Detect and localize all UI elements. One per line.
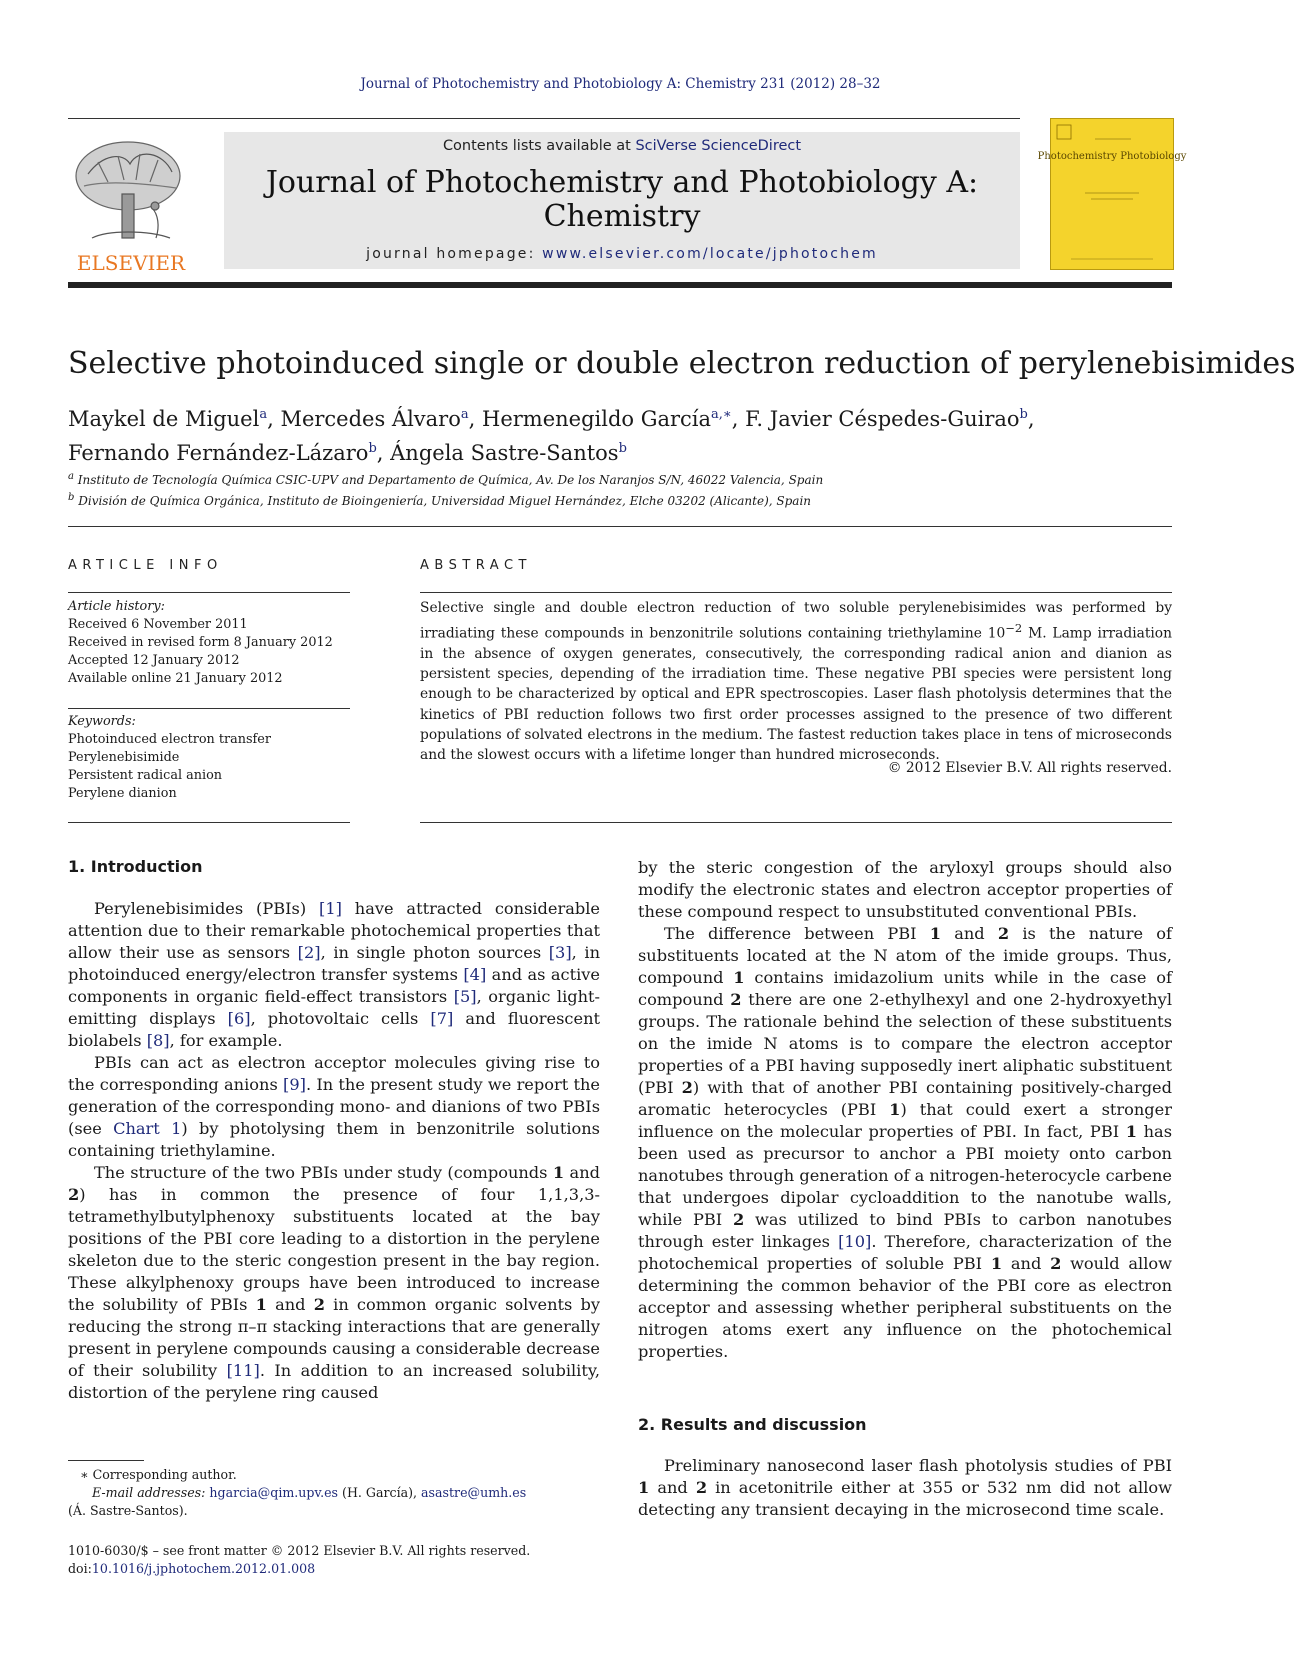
affiliation-rule (68, 526, 1172, 527)
doi-link[interactable]: 10.1016/j.jphotochem.2012.01.008 (91, 1561, 316, 1576)
introduction-heading: 1. Introduction (68, 857, 203, 876)
author[interactable]: Fernando Fernández-Lázaro (68, 441, 369, 465)
history-item: Available online 21 January 2012 (68, 671, 283, 686)
citation-link[interactable]: [10] (838, 1232, 872, 1251)
email-label: E-mail addresses: (92, 1485, 210, 1500)
results-heading: 2. Results and discussion (638, 1415, 867, 1434)
abstract-copyright: © 2012 Elsevier B.V. All rights reserved. (887, 760, 1172, 776)
intro-paragraph-3: The structure of the two PBIs under study (compounds 1 and 2) has in common the presence of four 1,1,3,3-tetramethylbutylphenoxy substituents located at the bay positions of the PBI core leading to a distortion in the perylene skeleton due to the steric congestion present in the bay region. These alkylphenoxy groups have been introduced to increase the solubility of PBIs 1 and 2 in common organic solvents by reducing the strong π–π stacking interactions that are generally present in perylene compounds causing a considerable decrease of their solubility [11]. In addition to an increased solubility, distortion of the perylene ring caused (68, 1163, 600, 1402)
chart-link[interactable]: Chart 1 (113, 1119, 182, 1138)
footnote-rule (68, 1460, 144, 1461)
affiliation-mark[interactable]: a (460, 407, 469, 422)
journal-reference[interactable]: Journal of Photochemistry and Photobiology A: Chemistry 231 (2012) 28–32 (360, 76, 881, 92)
affiliations (68, 468, 1178, 510)
email-owner: (Á. Sastre-Santos). (68, 1503, 188, 1518)
affiliation-b (68, 489, 1178, 510)
affiliation-text: División de Química Orgánica, Instituto de Bioingeniería, Universidad Miguel Hernández, Elche 03202 (Alicante), Spain (78, 494, 812, 508)
article-info-heading: ARTICLE INFO (68, 558, 223, 573)
sciencedirect-link[interactable]: SciVerse ScienceDirect (635, 138, 802, 154)
author[interactable]: F. Javier Céspedes-Guirao (745, 407, 1020, 431)
affiliation-text: Instituto de Tecnología Química CSIC-UPV and Departamento de Química, Av. De los Naranjos S/N, 46022 Valencia, Spain (77, 473, 824, 487)
email-link[interactable]: hgarcia@qim.upv.es (209, 1485, 339, 1500)
author-list: Maykel de Miguel$^a$, Mercedes Álvaro$^a$, Hermenegildo García$^{a,∗}$, F. Javier Céspedes-Guirao$^b$, Fernando Fernández-Lázaro$^b$, Ángela Sastre-Santos$^b$ (68, 407, 1035, 465)
intro-paragraph-4: The difference between PBI 1 and 2 is the nature of substituents located at the N atom of the imide groups. Thus, compound 1 contains imidazolium units while in the case of compound 2 there are one 2-ethylhexyl and one 2-hydroxyethyl groups. The rationale behind the selection of these substituents on the imide N atoms is to compare the electron acceptor properties of a PBI having supposedly inert aliphatic substituent (PBI 2) with that of another PBI containing positively-charged aromatic heterocycles (PBI 1) that could exert a stronger influence on the molecular properties of PBI. In fact, PBI 1 has been used as precursor to anchor a PBI moiety onto carbon nanotubes through generation of a nitrogen-heterocycle carbene that undergoes dipolar cycloaddition to the nanotube walls, while PBI 2 was utilized to bind PBIs to carbon nanotubes through ester linkages [10]. Therefore, characterization of the photochemical properties of soluble PBI 1 and 2 would allow determining the common behavior of the PBI core as electron acceptor and assessing whether peripheral substituents on the nitrogen atoms exert any influence on the photochemical properties. (638, 924, 1173, 1361)
author[interactable]: Hermenegildo García (482, 407, 712, 431)
abstract-part: M. Lamp irradiation in the absence of oxygen generates, consecutively, the corresponding radical anion and dianion as persistent species, depending of the irradiation time. These negative PBI species were persistent long enough to be characterized by optical and EPR spectroscopies. Laser flash photolysis determines that the kinetics of PBI reduction follows two first order processes assigned to the presence of two different populations of solvated electrons in the medium. The fastest reduction takes place in tens of microseconds and the slowest occurs with a lifetime longer than hundred microseconds. (420, 625, 1172, 764)
abstract-rule (420, 822, 1172, 823)
history-item: Accepted 12 January 2012 (68, 653, 240, 668)
keyword-item: Photoinduced electron transfer (68, 732, 271, 747)
citation-link[interactable]: [2] (297, 943, 321, 962)
affiliation-mark[interactable]: b (368, 441, 377, 456)
keyword-item: Perylene dianion (68, 786, 177, 801)
keywords (68, 713, 350, 803)
front-matter-line: 1010-6030/$ – see front matter © 2012 Elsevier B.V. All rights reserved. (68, 1543, 531, 1558)
citation-link[interactable]: [3] (548, 943, 572, 962)
abstract-rule (420, 592, 1172, 593)
info-rule (68, 822, 350, 823)
citation-link[interactable]: [9] (283, 1075, 306, 1094)
affiliation-mark: a (68, 471, 74, 482)
keyword-item: Persistent radical anion (68, 768, 223, 783)
affiliation-a (68, 468, 1178, 489)
journal-header-box (224, 132, 1020, 269)
journal-title-line2: Chemistry (543, 199, 701, 234)
corresponding-author-footnote (68, 1466, 600, 1520)
citation-link[interactable]: [11] (226, 1361, 260, 1380)
journal-title-line1: Journal of Photochemistry and Photobiology A: (265, 165, 979, 200)
journal-cover-thumbnail[interactable] (1037, 118, 1187, 270)
author[interactable]: Maykel de Miguel (68, 407, 260, 431)
email-owner: (H. García), (338, 1485, 422, 1500)
article-history (68, 598, 350, 688)
abstract-exponent: −2 (1005, 621, 1023, 636)
elsevier-logo[interactable] (68, 134, 194, 274)
intro-paragraph-3-cont: by the steric congestion of the aryloxyl groups should also modify the electronic states and electron acceptor properties of these compound respect to unsubstituted conventional PBIs. (638, 858, 1172, 921)
doi-line (68, 1560, 600, 1578)
email-line (68, 1484, 600, 1502)
affiliation-mark[interactable]: b (1019, 407, 1028, 422)
journal-title (224, 166, 1020, 234)
citation-link[interactable]: [5] (453, 987, 477, 1006)
history-item: Received in revised form 8 January 2012 (68, 635, 333, 650)
cover-art (1037, 119, 1187, 269)
right-column (638, 857, 1172, 1363)
elsevier-tree-icon (76, 142, 180, 238)
doi-label: doi: (68, 1561, 92, 1576)
contents-prefix: Contents lists available at (442, 138, 636, 154)
results-column (638, 1455, 1172, 1521)
abstract-part: Selective single and double electron reduction of two soluble perylenebisimides was performed by irradiating these compounds in benzonitrile solutions containing triethylamine 10 (420, 600, 1172, 642)
results-paragraph-1: Preliminary nanosecond laser flash photolysis studies of PBI 1 and 2 in acetonitrile either at 355 or 532 nm did not allow detecting any transient decaying in the microsecond time scale. (638, 1456, 1172, 1519)
affiliation-mark[interactable]: b (618, 441, 627, 456)
header-rule (68, 118, 1020, 119)
info-rule (68, 592, 350, 593)
history-item: Received 6 November 2011 (68, 617, 248, 632)
affiliation-mark[interactable]: a,∗ (711, 407, 732, 422)
abstract-text (420, 598, 1172, 765)
header-thick-rule (68, 282, 1172, 288)
citation-link[interactable]: [6] (227, 1009, 251, 1028)
citation-link[interactable]: [1] (319, 899, 342, 918)
affiliation-mark[interactable]: a (259, 407, 268, 422)
info-rule (68, 708, 350, 709)
email-link[interactable]: asastre@umh.es (421, 1485, 527, 1500)
citation-link[interactable]: [8] (146, 1031, 170, 1050)
citation-link[interactable]: [4] (463, 965, 487, 984)
elsevier-wordmark: ELSEVIER (76, 251, 186, 275)
left-column (68, 898, 600, 1404)
intro-paragraph-2: PBIs can act as electron acceptor molecules giving rise to the corresponding anions [9]. In the present study we report the generation of the corresponding mono- and dianions of two PBIs (see Chart 1) by photolysing them in benzonitrile solutions containing triethylamine. (68, 1053, 600, 1160)
author[interactable]: Mercedes Álvaro (280, 407, 461, 431)
keywords-label: Keywords: (68, 714, 136, 729)
intro-paragraph-1: Perylenebisimides (PBIs) [1] have attracted considerable attention due to their remarkable photochemical properties that allow their use as sensors [2], in single photon sources [3], in photoinduced energy/electron transfer systems [4] and as active components in organic field-effect transistors [5], organic light-emitting displays [6], photovoltaic cells [7] and fluorescent biolabels [8], for example. (68, 899, 601, 1050)
contents-line (224, 138, 1020, 154)
history-label: Article history: (68, 599, 165, 614)
homepage-prefix: journal homepage: (366, 246, 543, 262)
affiliation-mark: b (68, 492, 75, 503)
article-title: Selective photoinduced single or double electron reduction of perylenebisimides (68, 346, 1296, 381)
journal-homepage (224, 246, 1020, 262)
front-matter (68, 1542, 600, 1578)
cover-title: Photochemistry Photobiology (1037, 151, 1187, 162)
author[interactable]: Ángela Sastre-Santos (390, 441, 619, 465)
homepage-link[interactable]: www.elsevier.com/locate/jphotochem (542, 246, 878, 262)
corresponding-author: ∗ Corresponding author. (80, 1467, 237, 1482)
keyword-item: Perylenebisimide (68, 750, 180, 765)
abstract-heading: ABSTRACT (420, 558, 532, 573)
citation-link[interactable]: [7] (430, 1009, 454, 1028)
